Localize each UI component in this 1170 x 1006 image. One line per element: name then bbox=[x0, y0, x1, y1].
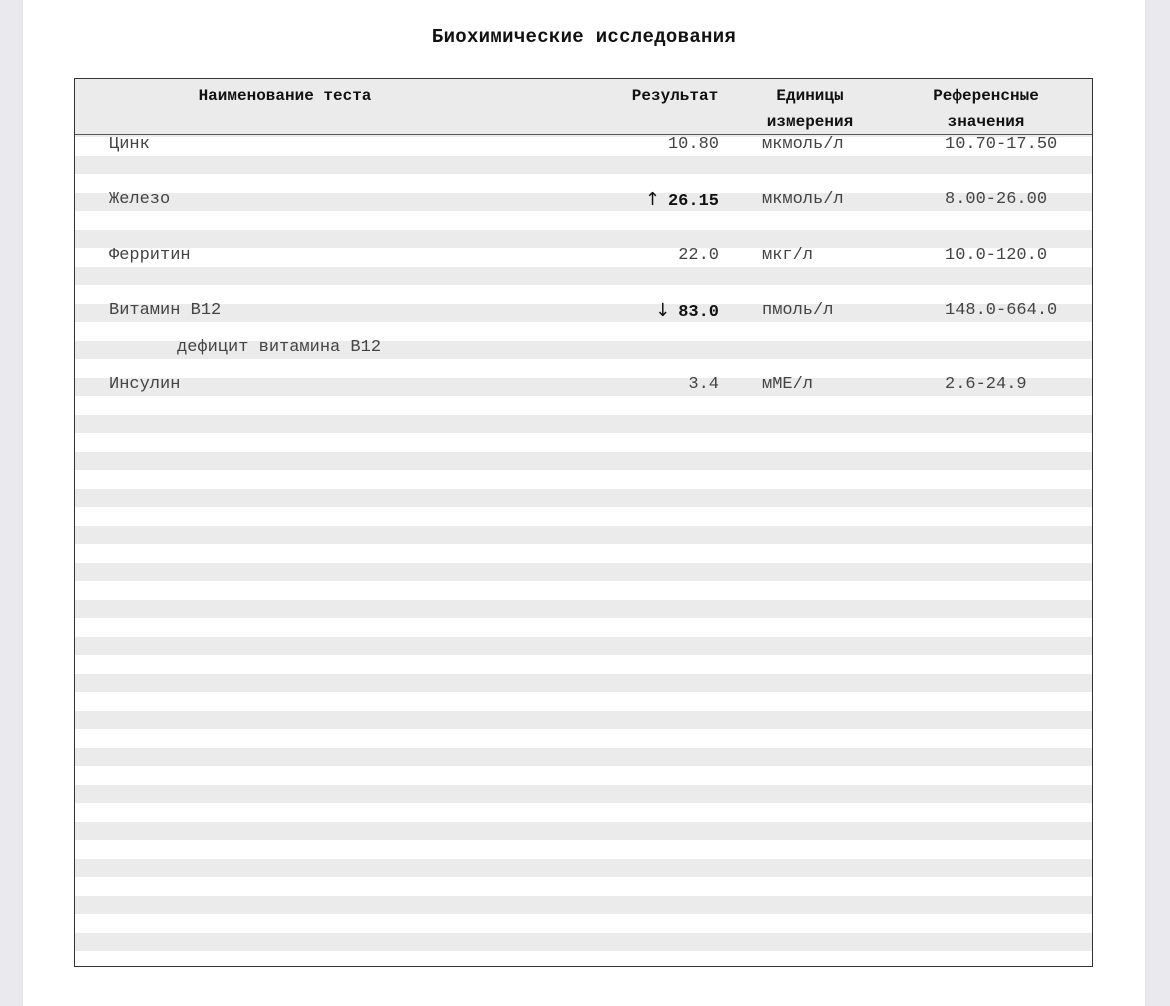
test-reference-range: 2.6-24.9 bbox=[945, 375, 1027, 394]
test-name: Цинк bbox=[109, 135, 150, 154]
header-units bbox=[748, 83, 872, 135]
header-units-line2: измерения bbox=[766, 113, 854, 131]
test-result: 3.4 bbox=[688, 375, 719, 394]
test-result: 22.0 bbox=[678, 246, 719, 265]
header-reference-line2: значения bbox=[947, 113, 1025, 131]
test-result-value: 26.15 bbox=[667, 192, 719, 211]
report-page bbox=[23, 0, 1145, 1006]
header-units-line1: Единицы bbox=[776, 87, 844, 105]
arrow-up-icon: ↑ bbox=[644, 189, 660, 210]
test-reference-range: 8.00-26.00 bbox=[945, 190, 1048, 209]
header-reference-line1: Референсные bbox=[933, 87, 1039, 105]
test-units: мкг/л bbox=[762, 246, 814, 265]
table-row-note bbox=[75, 337, 1092, 359]
test-name: Витамин B12 bbox=[109, 301, 222, 320]
header-result: Результат bbox=[631, 87, 719, 105]
table-header bbox=[75, 79, 1092, 135]
test-name: Ферритин bbox=[109, 246, 191, 265]
test-result-low bbox=[635, 300, 719, 324]
table-row-vitamin-b12 bbox=[75, 300, 1092, 322]
table-row-zinc bbox=[75, 134, 1092, 156]
test-name: Железо bbox=[109, 190, 171, 209]
test-units: мкмоль/л bbox=[762, 135, 844, 154]
test-comment: дефицит витамина B12 bbox=[177, 338, 382, 357]
test-result-value: 83.0 bbox=[678, 303, 719, 322]
table-row-ferritin bbox=[75, 245, 1092, 267]
test-reference-range: 148.0-664.0 bbox=[945, 301, 1058, 320]
test-reference-range: 10.70-17.50 bbox=[945, 135, 1058, 154]
test-units: мкмоль/л bbox=[762, 190, 844, 209]
arrow-down-icon: ↓ bbox=[655, 300, 671, 321]
document-title: Биохимические исследования bbox=[431, 26, 737, 48]
test-result: 10.80 bbox=[667, 135, 719, 154]
test-reference-range: 10.0-120.0 bbox=[945, 246, 1048, 265]
results-table bbox=[74, 78, 1093, 967]
test-name: Инсулин bbox=[109, 375, 181, 394]
test-units: мМЕ/л bbox=[762, 375, 814, 394]
table-row-insulin bbox=[75, 374, 1092, 396]
header-reference bbox=[923, 83, 1049, 135]
table-row-iron bbox=[75, 189, 1092, 211]
header-test-name: Наименование теста bbox=[198, 87, 372, 105]
test-result-high bbox=[635, 189, 719, 213]
test-units: пмоль/л bbox=[762, 301, 834, 320]
